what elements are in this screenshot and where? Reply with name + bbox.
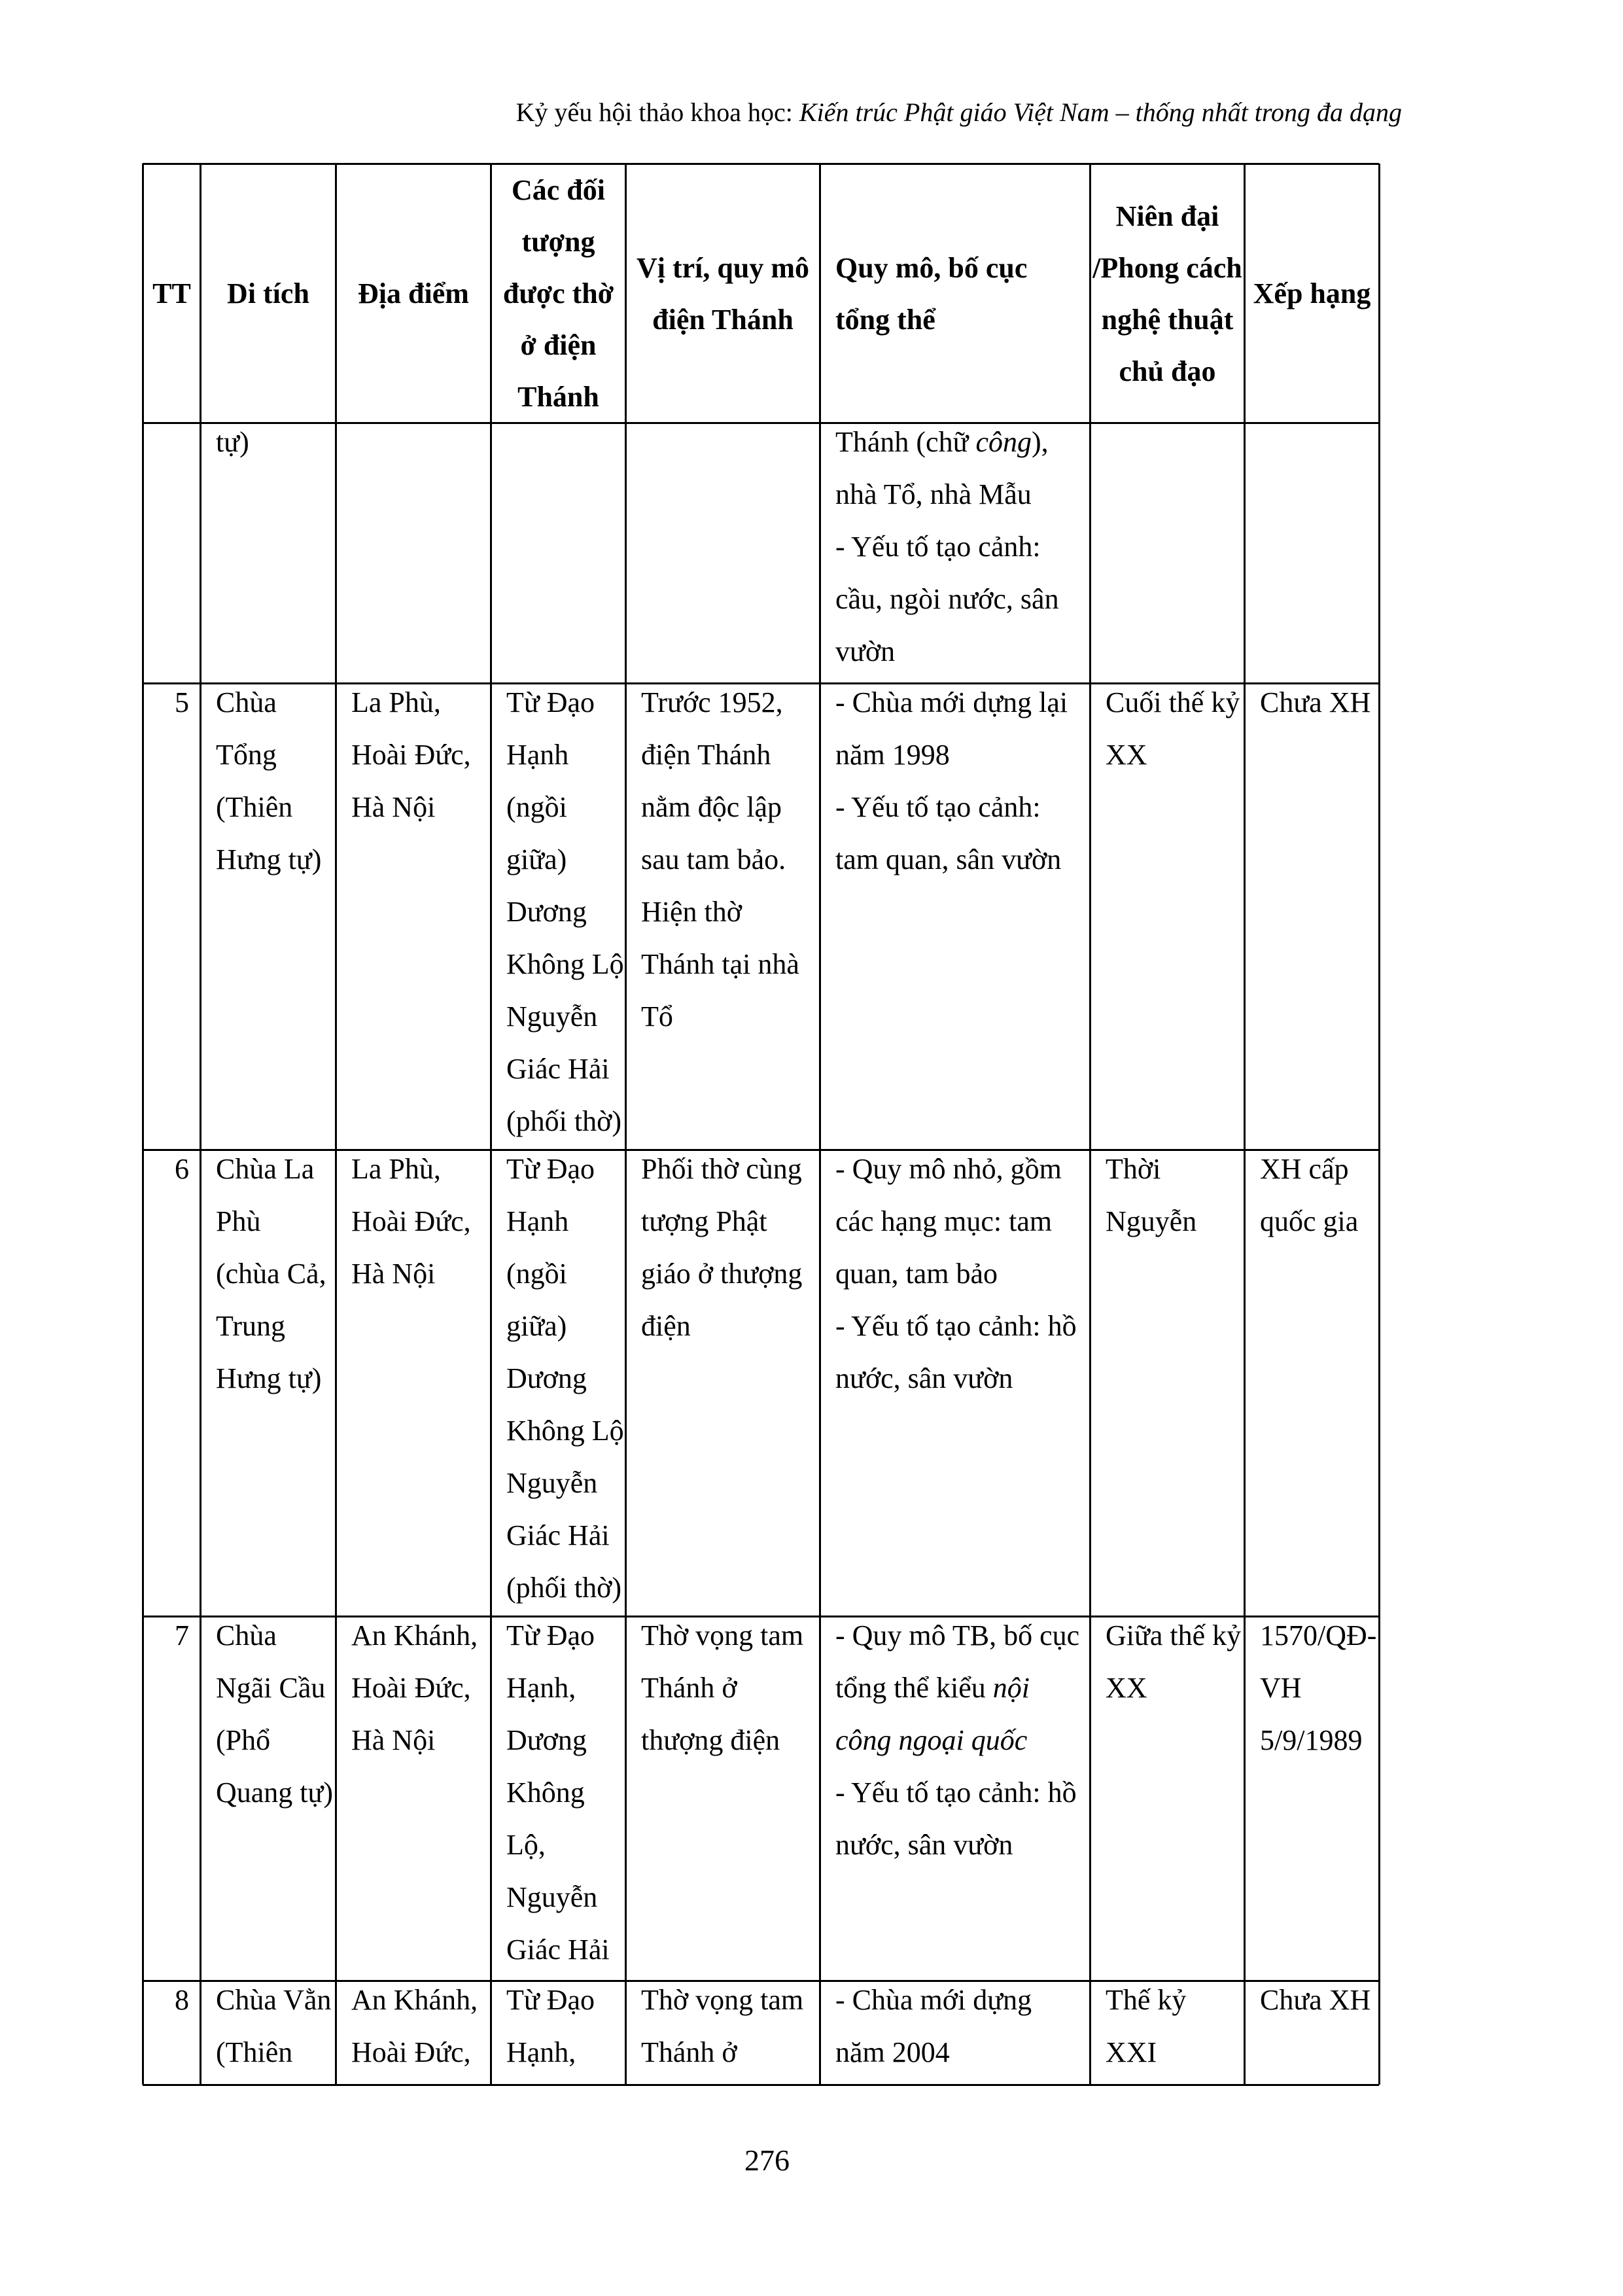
cell-line: Trước 1952, <box>641 686 783 718</box>
cell-line: Giác Hải <box>506 1053 610 1085</box>
cell-line: Nguyễn <box>1106 1205 1197 1237</box>
cell-line: Dương <box>506 1362 587 1394</box>
cell-line: Chùa <box>216 1619 277 1651</box>
cell-line: - Yếu tố tạo cảnh: <box>835 531 1041 563</box>
cell-line: 5/9/1989 <box>1260 1724 1363 1756</box>
cell-line: Giác Hải <box>506 1519 610 1551</box>
cell-period <box>1091 1151 1244 1616</box>
header-line: được thờ <box>502 277 614 309</box>
cell-line: Từ Đạo <box>506 686 595 718</box>
cell-line: (ngồi <box>506 791 567 823</box>
cell-period <box>1091 1982 1244 2084</box>
cell-line: La Phù, <box>351 686 441 718</box>
cell-line: - Quy mô TB, bố cục <box>835 1619 1080 1651</box>
cell-tt <box>144 1617 200 1980</box>
cell-line: Hạnh, <box>506 1672 576 1704</box>
cell-location <box>337 424 490 682</box>
cell-line: Hà Nội <box>351 1724 436 1756</box>
header-position <box>627 165 819 422</box>
cell-line: Quang tự) <box>216 1776 334 1809</box>
cell-line: nằm độc lập <box>641 791 782 823</box>
cell-line <box>835 1662 1088 1714</box>
cell-site <box>201 424 335 682</box>
cell-worshipped <box>492 1151 625 1616</box>
cell-period <box>1091 1617 1244 1980</box>
cell-line: Cuối thế kỷ <box>1106 686 1240 718</box>
cell-tt <box>144 1151 200 1616</box>
cell-line: tự) <box>216 426 249 458</box>
cell-location <box>337 684 490 1149</box>
cell-line: 8 <box>175 1984 189 2016</box>
cell-line: Phối thờ cùng <box>641 1153 802 1185</box>
cell-line: Hà Nội <box>351 791 436 823</box>
cell-line: nước, sân vườn <box>835 1829 1013 1861</box>
cell-line: vườn <box>835 635 896 667</box>
cell-line: XH cấp <box>1260 1153 1349 1185</box>
cell-position <box>627 1617 819 1980</box>
cell-line: các hạng mục: tam <box>835 1205 1053 1237</box>
cell-line: (ngồi <box>506 1258 567 1290</box>
cell-line: năm 2004 <box>835 2036 950 2068</box>
cell-worshipped <box>492 1617 625 1980</box>
cell-line: Trung <box>216 1310 285 1342</box>
cell-period <box>1091 424 1244 682</box>
cell-line: XX <box>1106 739 1147 771</box>
header-line: Vị trí, quy mô <box>637 251 809 284</box>
header-line: Thánh <box>517 381 599 413</box>
cell-ranking <box>1246 1617 1378 1980</box>
cell-line: 5 <box>175 686 189 718</box>
header-line: ở điện <box>520 329 597 361</box>
cell-line: điện <box>641 1310 691 1342</box>
header-line: nghệ thuật <box>1101 303 1234 336</box>
cell-line: giữa) <box>506 1310 567 1342</box>
cell-period <box>1091 684 1244 1149</box>
header-location <box>337 165 490 422</box>
cell-worshipped <box>492 1982 625 2084</box>
cell-line: - Yếu tố tạo cảnh: <box>835 791 1041 823</box>
cell-layout <box>821 1617 1089 1980</box>
cell-position <box>627 1151 819 1616</box>
cell-line: (Phổ <box>216 1724 271 1756</box>
cell-line: XX <box>1106 1672 1147 1704</box>
header-line: tổng thể <box>835 303 935 336</box>
header-site <box>201 165 335 422</box>
cell-line: cầu, ngòi nước, sân <box>835 583 1059 615</box>
cell-site <box>201 1982 335 2084</box>
cell-line: Thánh ở <box>641 1672 737 1704</box>
header-line: điện Thánh <box>652 303 794 336</box>
cell-line: Phù <box>216 1205 261 1237</box>
header-line: /Phong cách <box>1092 251 1242 284</box>
cell-line: Nguyễn <box>506 1467 598 1499</box>
cell-line: Hưng tự) <box>216 1362 322 1394</box>
cell-line: - Quy mô nhỏ, gồm <box>835 1153 1062 1185</box>
cell-line: Từ Đạo <box>506 1153 595 1185</box>
cell-line: thượng điện <box>641 1724 780 1756</box>
cell-ranking <box>1246 1982 1378 2084</box>
cell-line: Nguyễn <box>506 1881 598 1913</box>
cell-ranking <box>1246 424 1378 682</box>
header-worshipped <box>492 165 625 422</box>
header-line: chủ đạo <box>1119 355 1216 387</box>
header-line: Niên đại <box>1115 200 1219 232</box>
cell-tt <box>144 1982 200 2084</box>
cell-line: (phối thờ) <box>506 1572 622 1604</box>
cell-line: Chùa La <box>216 1153 315 1185</box>
cell-line: Hoài Đức, <box>351 1205 471 1237</box>
cell-line: (Thiên <box>216 791 293 823</box>
cell-line: (phối thờ) <box>506 1105 622 1137</box>
cell-line <box>835 1714 1088 1767</box>
cell-line <box>835 424 1088 468</box>
cell-line: 6 <box>175 1153 189 1185</box>
cell-line: Thế kỷ <box>1106 1984 1187 2016</box>
cell-line: Dương <box>506 896 587 928</box>
header-tt <box>144 165 200 422</box>
cell-line: Thờ vọng tam <box>641 1619 804 1651</box>
header-line: Di tích <box>227 277 309 309</box>
cell-layout <box>821 1151 1089 1616</box>
cell-line: 1570/QĐ- <box>1260 1619 1377 1651</box>
cell-line: VH <box>1260 1672 1302 1704</box>
cell-layout <box>821 684 1089 1149</box>
cell-worshipped <box>492 424 625 682</box>
cell-line: An Khánh, <box>351 1984 478 2016</box>
running-head-title: Kiến trúc Phật giáo Việt Nam – thống nhất trong đa dạng <box>799 97 1402 127</box>
text-segment: tổng thể kiểu <box>835 1672 993 1704</box>
page-number: 276 <box>744 2144 790 2177</box>
cell-line: Nguyễn <box>506 1000 598 1033</box>
cell-ranking <box>1246 1151 1378 1616</box>
cell-site <box>201 1151 335 1616</box>
cell-line: Lộ, <box>506 1829 546 1861</box>
header-line: Địa điểm <box>358 277 469 309</box>
cell-site <box>201 684 335 1149</box>
cell-line: Ngãi Cầu <box>216 1672 326 1704</box>
cell-line: - Chùa mới dựng lại <box>835 686 1068 718</box>
header-period <box>1091 165 1244 422</box>
table-column-line <box>1378 164 1380 2085</box>
cell-line: giáo ở thượng <box>641 1258 803 1290</box>
header-line: Các đối <box>511 174 605 206</box>
header-line: tượng <box>521 226 595 258</box>
cell-line: Chưa XH <box>1260 1984 1371 2016</box>
cell-line: Hiện thờ <box>641 896 742 928</box>
cell-line: quốc gia <box>1260 1205 1359 1237</box>
cell-line: Hưng tự) <box>216 843 322 875</box>
cell-line: - Yếu tố tạo cảnh: hồ <box>835 1310 1077 1342</box>
sites-table <box>143 164 1379 2085</box>
header-ranking <box>1246 165 1378 422</box>
cell-line: Giữa thế kỷ <box>1106 1619 1242 1651</box>
cell-line: 7 <box>175 1619 189 1651</box>
cell-line: (Thiên <box>216 2036 293 2068</box>
cell-line: Không Lộ <box>506 1415 624 1447</box>
cell-line: Hà Nội <box>351 1258 436 1290</box>
cell-site <box>201 1617 335 1980</box>
cell-line: Hoài Đức, <box>351 2036 471 2068</box>
cell-line: Tổng <box>216 739 277 771</box>
cell-position <box>627 684 819 1149</box>
cell-location <box>337 1617 490 1980</box>
cell-line: Hạnh <box>506 739 569 771</box>
cell-layout <box>821 424 1089 682</box>
cell-line: Từ Đạo <box>506 1619 595 1651</box>
cell-line: Thời <box>1106 1153 1161 1185</box>
cell-line: Không <box>506 1776 585 1809</box>
cell-line: tam quan, sân vườn <box>835 843 1062 875</box>
cell-line: - Chùa mới dựng <box>835 1984 1032 2016</box>
cell-worshipped <box>492 684 625 1149</box>
header-line: Xếp hạng <box>1253 277 1371 309</box>
text-segment: Thánh (chữ <box>835 426 976 458</box>
running-head <box>516 97 1402 128</box>
cell-line: Thánh tại nhà <box>641 948 799 980</box>
cell-line: nhà Tổ, nhà Mẫu <box>835 478 1032 510</box>
cell-position <box>627 424 819 682</box>
text-segment: ), <box>1031 426 1049 458</box>
cell-line: XXI <box>1106 2036 1157 2068</box>
cell-line: Hạnh <box>506 1205 569 1237</box>
running-head-prefix: Kỷ yếu hội thảo khoa học: <box>515 97 799 127</box>
cell-line: (chùa Cả, <box>216 1258 326 1290</box>
cell-location <box>337 1982 490 2084</box>
cell-line: năm 1998 <box>835 739 950 771</box>
cell-line: - Yếu tố tạo cảnh: hồ <box>835 1776 1077 1809</box>
cell-line: Hoài Đức, <box>351 1672 471 1704</box>
cell-location <box>337 1151 490 1616</box>
cell-tt <box>144 684 200 1149</box>
cell-line: Hoài Đức, <box>351 739 471 771</box>
cell-line: quan, tam bảo <box>835 1258 998 1290</box>
italic-term: nội <box>992 1672 1030 1704</box>
header-layout <box>821 165 1089 422</box>
cell-line: An Khánh, <box>351 1619 478 1651</box>
cell-line: Từ Đạo <box>506 1984 595 2016</box>
cell-line: giữa) <box>506 843 567 875</box>
cell-line: Hạnh, <box>506 2036 576 2068</box>
italic-term: công <box>975 426 1032 458</box>
cell-line: Không Lộ <box>506 948 624 980</box>
cell-line: Giác Hải <box>506 1934 610 1966</box>
cell-line: Chùa <box>216 686 277 718</box>
cell-line: Thờ vọng tam <box>641 1984 804 2016</box>
table-row-line <box>143 2084 1379 2086</box>
cell-line: tượng Phật <box>641 1205 767 1237</box>
cell-tt <box>144 424 200 682</box>
cell-line: Thánh ở <box>641 2036 737 2068</box>
cell-line: Tổ <box>641 1000 673 1033</box>
cell-line: nước, sân vườn <box>835 1362 1013 1394</box>
cell-line: điện Thánh <box>641 739 771 771</box>
cell-line: Dương <box>506 1724 587 1756</box>
header-line: Quy mô, bố cục <box>835 251 1028 284</box>
cell-layout <box>821 1982 1089 2084</box>
cell-ranking <box>1246 684 1378 1149</box>
cell-line: sau tam bảo. <box>641 843 786 875</box>
cell-line: Chùa Vằn <box>216 1984 332 2016</box>
cell-position <box>627 1982 819 2084</box>
cell-line: La Phù, <box>351 1153 441 1185</box>
cell-line: Chưa XH <box>1260 686 1371 718</box>
italic-term: công ngoại quốc <box>835 1724 1028 1756</box>
header-line: TT <box>152 277 191 309</box>
